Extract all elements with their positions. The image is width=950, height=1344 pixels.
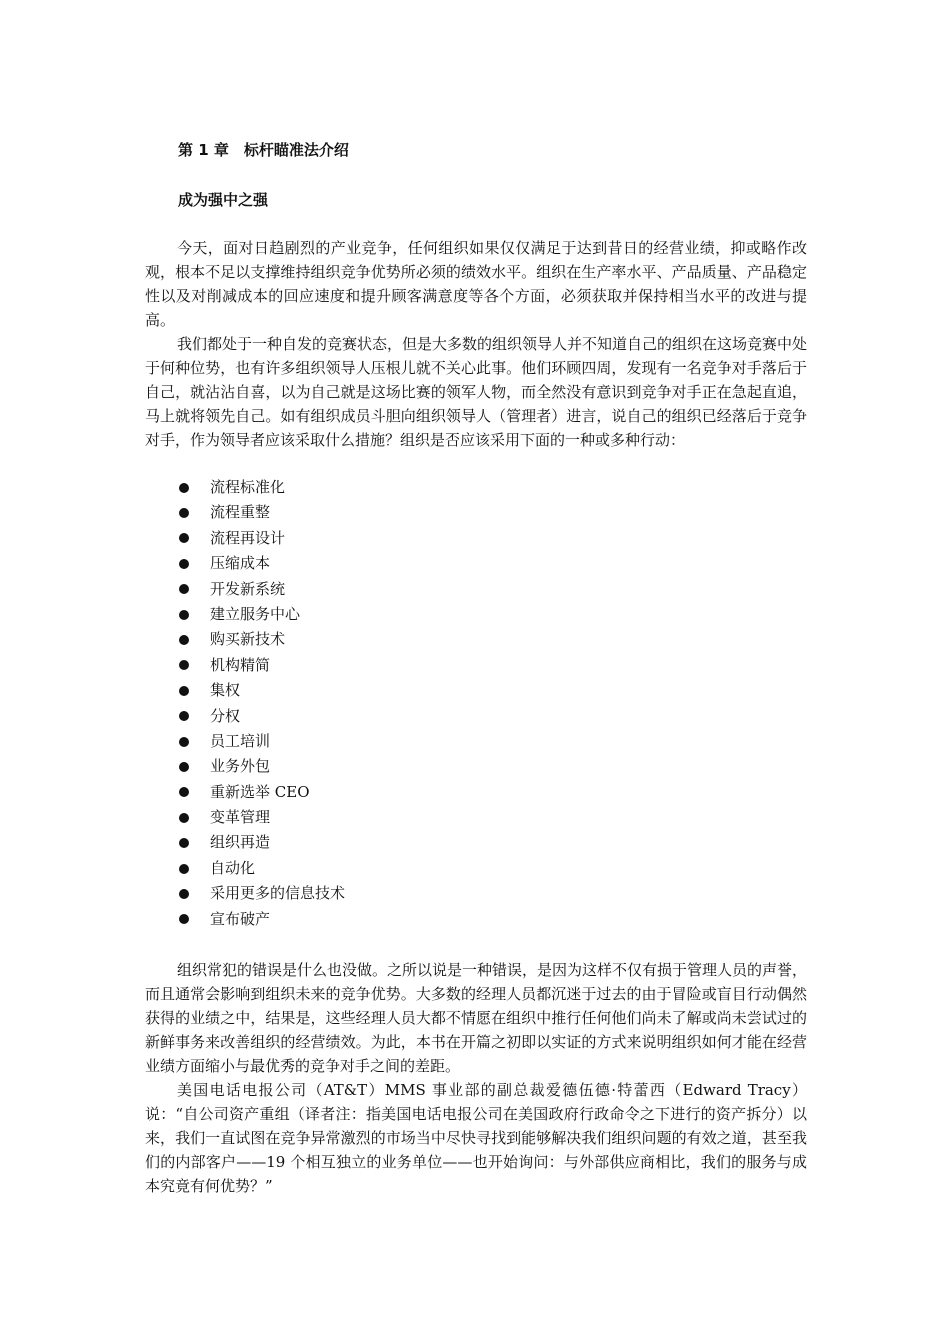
list-item	[178, 729, 345, 754]
bullet-icon	[179, 813, 189, 823]
bullet-icon	[179, 914, 189, 924]
list-item	[178, 856, 345, 881]
bullet-icon	[179, 635, 189, 645]
list-item	[178, 627, 345, 652]
list-item	[178, 704, 345, 729]
bullet-icon	[179, 686, 189, 696]
list-item	[178, 475, 345, 500]
list-item	[178, 500, 345, 525]
list-item	[178, 805, 345, 830]
bullet-icon	[179, 711, 189, 721]
bullet-icon	[179, 559, 189, 569]
list-item	[178, 526, 345, 551]
list-item-label: 自动化	[210, 858, 256, 877]
paragraph: 组织常犯的错误是什么也没做。之所以说是一种错误，是因为这样不仅有损于管理人员的声誉，而且通常会影响到组织未来的竞争优势。大多数的经理人员都沉迷于过去的由于冒险或盲目行动偶然获得的业绩之中，结果是，这些经理人员大都不情愿在组织中推行任何他们尚未了解或尚未尝试过的新鲜事务来改善组织的经营绩效。为此，本书在开篇之初即以实证的方式来说明组织如何才能在经营业绩方面缩小与最优秀的竞争对手之间的差距。	[145, 961, 808, 1075]
paragraph: 我们都处于一种自发的竞赛状态，但是大多数的组织领导人并不知道自己的组织在这场竞赛中处于何种位势，也有许多组织领导人压根儿就不关心此事。他们环顾四周，发现有一名竞争对手落后于自己，就沾沾自喜，以为自己就是这场比赛的领军人物，而全然没有意识到竞争对手正在急起直追，马上就将领先自己。如有组织成员斗胆向组织领导人（管理者）进言，说自己的组织已经落后于竞争对手，作为领导者应该采取什么措施？组织是否应该采用下面的一种或多种行动：	[145, 335, 808, 449]
section-title: 成为强中之强	[178, 191, 269, 209]
list-item-label: 开发新系统	[210, 579, 286, 598]
intro-text	[145, 236, 807, 452]
list-item-label: 变革管理	[210, 808, 271, 827]
list-item	[178, 754, 345, 779]
bullet-icon	[179, 864, 189, 874]
chapter-title: 第 1 章 标杆瞄准法介绍	[178, 141, 349, 159]
list-item-label: 建立服务中心	[210, 604, 301, 623]
list-item	[178, 881, 345, 906]
list-item	[178, 551, 345, 576]
bullet-icon	[179, 584, 189, 594]
list-item-label: 流程标准化	[210, 478, 286, 496]
bullet-icon	[179, 660, 189, 670]
list-item-label: 集权	[210, 681, 241, 700]
list-item	[178, 780, 345, 805]
list-item-label: 购买新技术	[210, 630, 286, 649]
list-item-label: 机构精简	[210, 655, 271, 674]
list-item-label: 员工培训	[210, 731, 271, 750]
list-item	[178, 678, 345, 703]
paragraph: 美国电话电报公司（AT&T）MMS 事业部的副总裁爱德伍德·特蕾西（Edward Tracy）说：“自公司资产重组（译者注：指美国电话电报公司在美国政府行政命令之下进行的资产拆分）以来，我们一直试图在竞争异常激烈的市场当中尽快寻找到能够解决我们组织问题的有效之道，甚至我们的内部客户——19 个相互独立的业务单位——也开始询问：与外部供应商相比，我们的服务与成本究竟有何优势？”	[145, 1081, 807, 1195]
bullet-icon	[179, 889, 189, 899]
list-item-label: 流程再设计	[210, 528, 286, 547]
list-item-label: 重新选举 CEO	[210, 782, 310, 801]
list-item-label: 分权	[210, 706, 241, 725]
bullet-icon	[179, 787, 189, 797]
closing-text	[145, 958, 807, 1198]
paragraph: 今天，面对日趋剧烈的产业竞争，任何组织如果仅仅满足于达到昔日的经营业绩，抑或略作改观，根本不足以支撑维持组织竞争优势所必须的绩效水平。组织在生产率水平、产品质量、产品稳定性以及对削减成本的回应速度和提升顾客满意度等各个方面，必须获取并保持相当水平的改进与提高。	[145, 239, 807, 329]
bullet-icon	[179, 533, 189, 543]
list-item-label: 压缩成本	[210, 554, 271, 573]
list-item-label: 组织再造	[210, 833, 271, 852]
list-item	[178, 602, 345, 627]
bullet-icon	[179, 838, 189, 848]
list-item	[178, 830, 345, 855]
list-item	[178, 907, 345, 932]
bullet-icon	[179, 737, 189, 747]
bullet-icon	[179, 610, 189, 620]
bullet-icon	[179, 483, 189, 493]
list-item	[178, 653, 345, 678]
actions-list	[178, 475, 345, 932]
list-item-label: 流程重整	[210, 503, 271, 522]
bullet-icon	[179, 508, 189, 518]
list-item-label: 业务外包	[210, 757, 271, 776]
bullet-icon	[179, 762, 189, 772]
list-item-label: 采用更多的信息技术	[210, 884, 346, 903]
list-item	[178, 577, 345, 602]
list-item-label: 宣布破产	[210, 909, 271, 928]
